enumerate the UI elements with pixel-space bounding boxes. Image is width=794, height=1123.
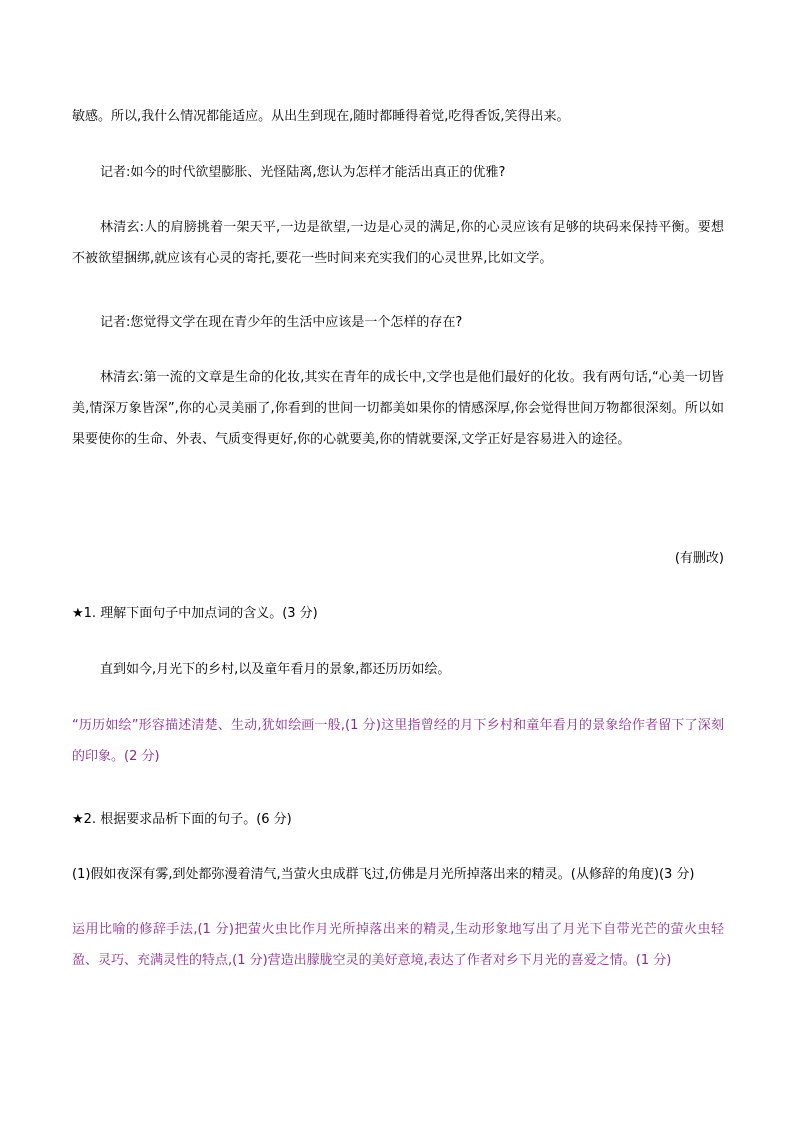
question-2-title: ★2. 根据要求品析下面的句子。(6 分) xyxy=(72,812,292,827)
passage-paragraph-3: 林清玄:人的肩膀挑着一架天平,一边是欲望,一边是心灵的满足,你的心灵应该有足够的块码来保持平衡。要想不被欲望捆绑,就应该有心灵的寄托,要花一些时间来充实我们的心灵世界,比如文学。 xyxy=(72,220,724,266)
passage-paragraph-5: 林清玄:第一流的文章是生命的化妆,其实在青年的成长中,文学也是他们最好的化妆。我有两句话,“心美一切皆美,情深万象皆深”,你的心灵美丽了,你看到的世间一切都美如果你的情感深厚,你会觉得世间万物都很深刻。所以如果要使你的生命、外表、气质变得更好,你的心就要美,你的情就要深,文学正好是容易进入的途径。 xyxy=(72,370,724,447)
question-1-answer: “历历如绘”形容描述清楚、生动,犹如绘画一般,(1 分)这里指曾经的月下乡村和童年看月的景象给作者留下了深刻的印象。(2 分) xyxy=(72,718,724,764)
question-1-prompt: 直到如今,月光下的乡村,以及童年看月的景象,都还历历如绘。 xyxy=(100,662,451,677)
question-1-title: ★1. 理解下面句子中加点词的含义。(3 分) xyxy=(72,606,318,621)
passage-paragraph-4: 记者:您觉得文学在现在青少年的生活中应该是一个怎样的存在? xyxy=(100,315,463,330)
question-2-subquestion-1: (1)假如夜深有雾,到处都弥漫着清气,当萤火虫成群飞过,仿佛是月光所掉落出来的精灵。(从修辞的角度)(3 分) xyxy=(72,867,695,882)
source-note: (有删改) xyxy=(674,551,724,566)
passage-paragraph-2: 记者:如今的时代欲望膨胀、光怪陆离,您认为怎样才能活出真正的优雅? xyxy=(100,165,506,180)
question-2-answer: 运用比喻的修辞手法,(1 分)把萤火虫比作月光所掉落出来的精灵,生动形象地写出了月光下自带光芒的萤火虫轻盈、灵巧、充满灵性的特点,(1 分)营造出朦胧空灵的美好意境,表达了作者对乡下月光的喜爱之情。(1 分) xyxy=(72,922,724,968)
passage-paragraph-1: 敏感。所以,我什么情况都能适应。从出生到现在,随时都睡得着觉,吃得香饭,笑得出来。 xyxy=(72,109,570,124)
